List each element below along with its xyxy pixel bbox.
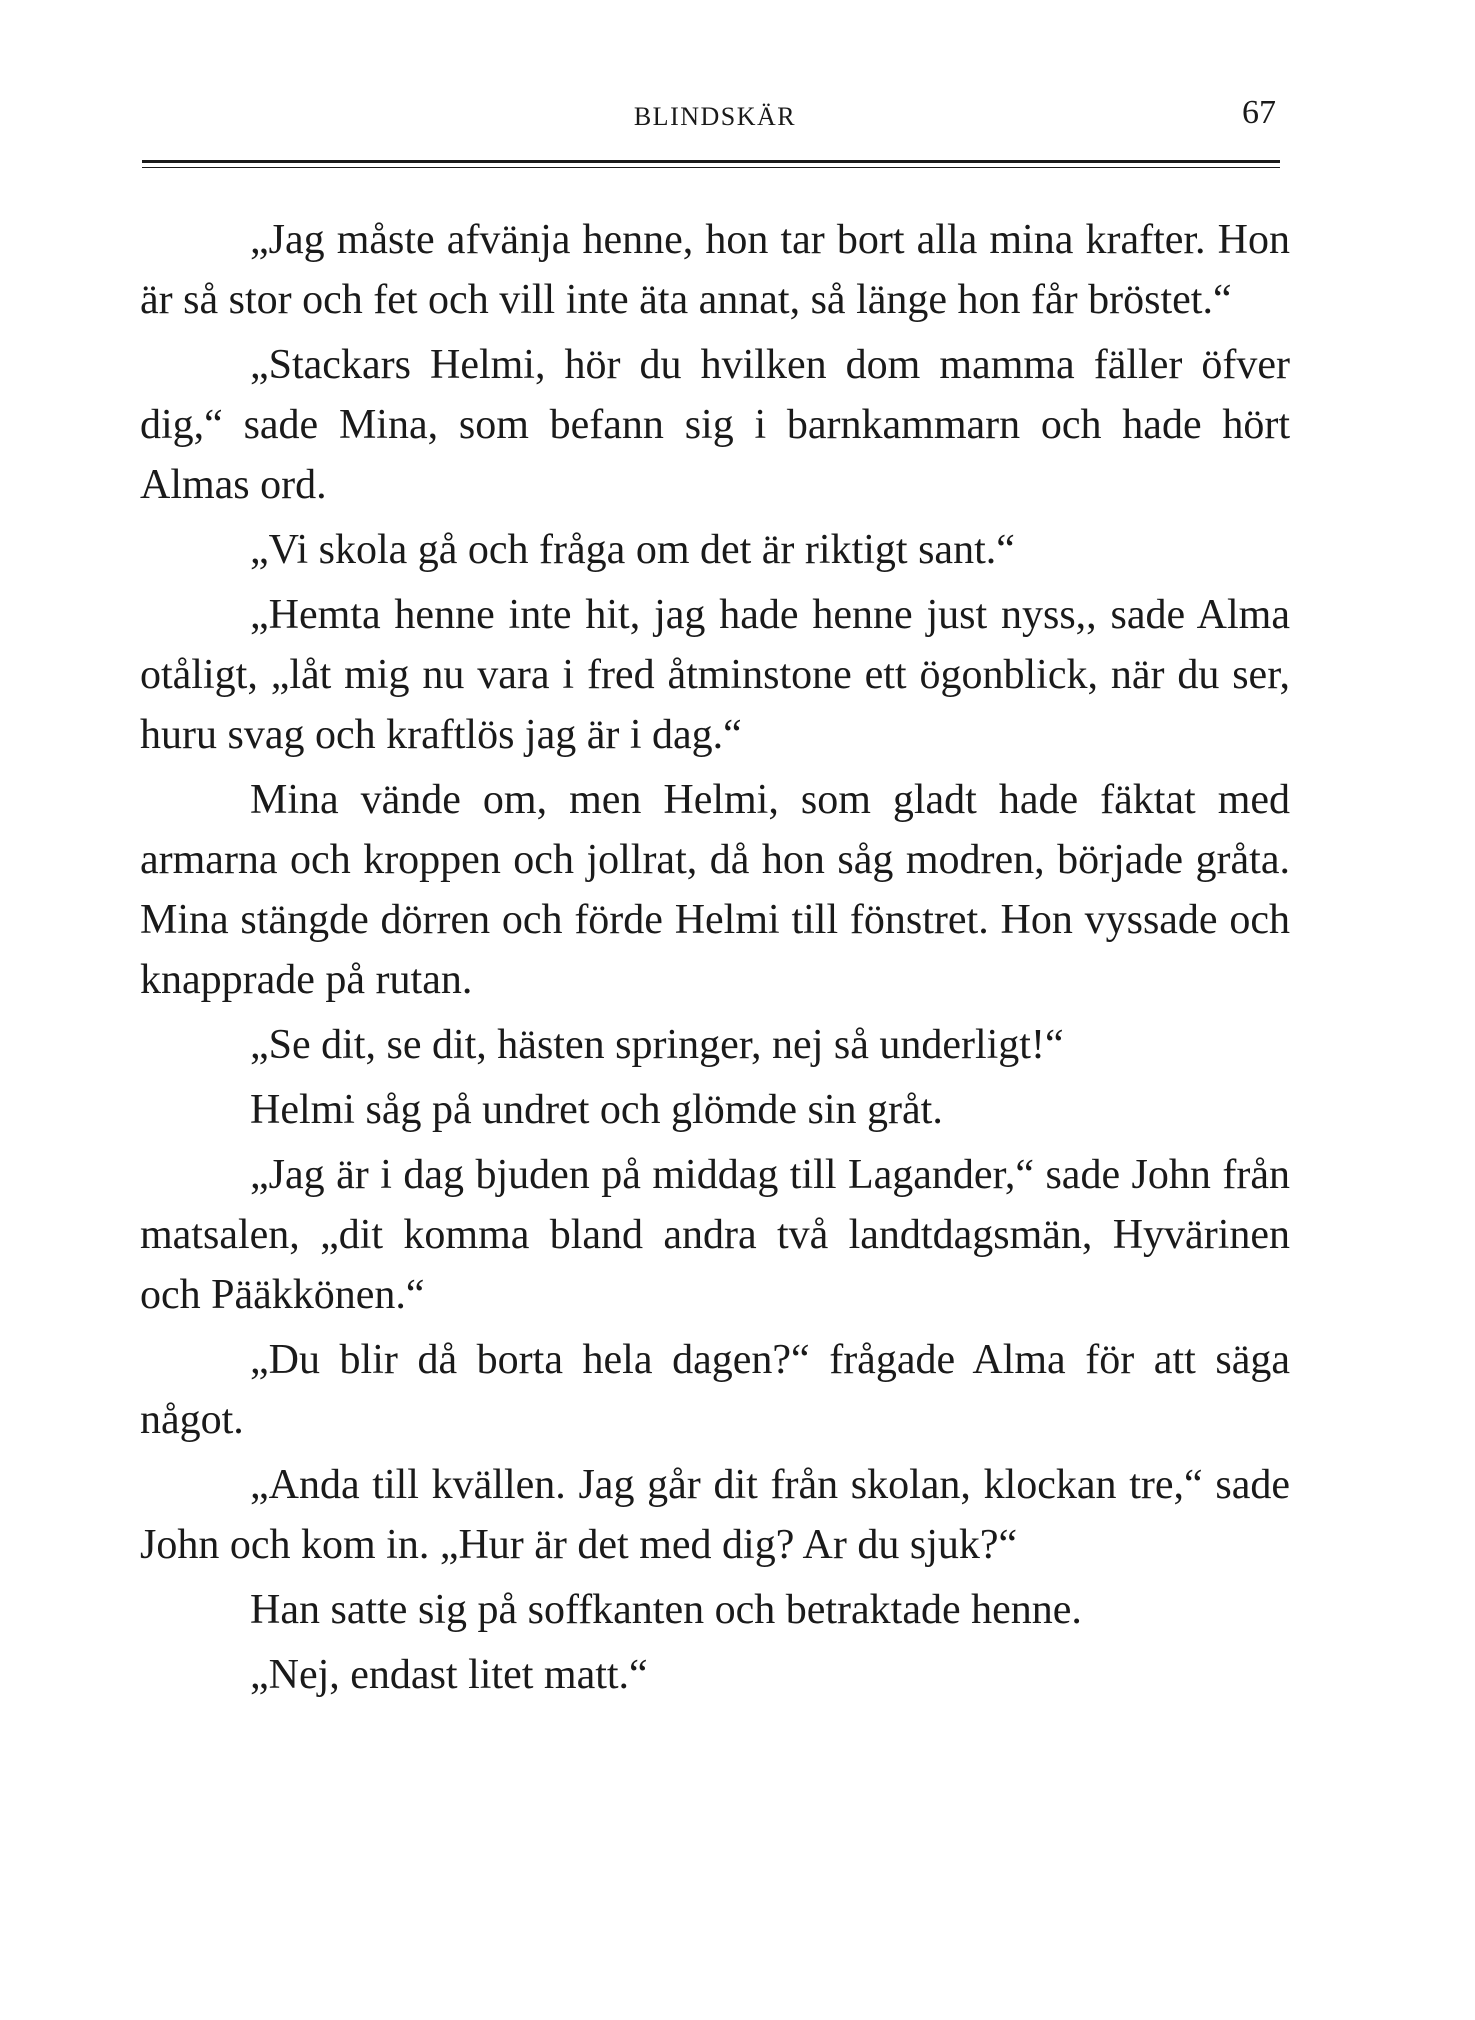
page-number: 67 xyxy=(1242,94,1276,131)
header-rule-thick xyxy=(142,160,1280,163)
paragraph: „Jag måste afvänja henne, hon tar bort alla mina krafter. Hon är så stor och fet och vill inte äta annat, så länge hon får bröstet.“ xyxy=(140,217,1290,323)
body-text xyxy=(140,210,1290,1710)
running-head xyxy=(140,96,1290,136)
paragraph: „Anda till kvällen. Jag går dit från skolan, klockan tre,“ sade John och kom in. „Hur är det med dig? Ar du sjuk?“ xyxy=(140,1462,1290,1568)
paragraph: Mina vände om, men Helmi, som gladt hade fäktat med armarna och kroppen och jollrat, då hon såg modren, började gråta. Mina stängde dörren och förde Helmi till fönstret. Hon vyssade och knapprade på rutan. xyxy=(140,777,1290,1003)
paragraph: „Vi skola gå och fråga om det är riktigt sant.“ xyxy=(250,527,1015,573)
header-rule-thin xyxy=(142,167,1280,168)
paragraph: „Jag är i dag bjuden på middag till Lagander,“ sade John från matsalen, „dit komma bland andra två landtdagsmän, Hyvärinen och Pääkkönen.“ xyxy=(140,1152,1290,1318)
paragraph: „Hemta henne inte hit, jag hade henne just nyss,, sade Alma otåligt, „låt mig nu vara i fred åtminstone ett ögonblick, när du ser, huru svag och kraftlös jag är i dag.“ xyxy=(140,592,1290,758)
paragraph: Han satte sig på soffkanten och betraktade henne. xyxy=(250,1587,1082,1633)
paragraph: Helmi såg på undret och glömde sin gråt. xyxy=(250,1087,943,1133)
paragraph: „Nej, endast litet matt.“ xyxy=(250,1652,648,1698)
paragraph: „Se dit, se dit, hästen springer, nej så underligt!“ xyxy=(250,1022,1064,1068)
running-title: BLINDSKÄR xyxy=(633,102,797,131)
paragraph: „Du blir då borta hela dagen?“ frågade Alma för att säga något. xyxy=(140,1337,1290,1443)
paragraph: „Stackars Helmi, hör du hvilken dom mamma fäller öfver dig,“ sade Mina, som befann sig i barnkammarn och hade hört Almas ord. xyxy=(140,342,1290,508)
